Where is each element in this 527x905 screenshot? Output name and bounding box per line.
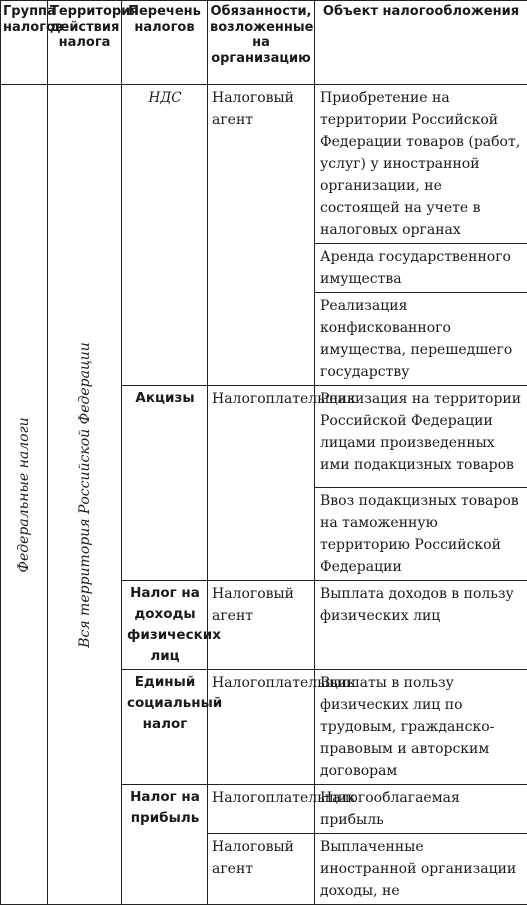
object-cell: Ввоз подакцизных товаров на таможенную территорию Российской Федерации	[315, 488, 527, 581]
tax-name-social: Единый социальный налог	[122, 670, 208, 785]
header-duties: Обязанности, возложенные на организацию	[208, 1, 315, 85]
duty-cell: Налогоплательщик	[208, 670, 315, 785]
table-row	[1, 85, 527, 244]
tax-name-income: Налог на доходы физических лиц	[122, 581, 208, 670]
duty-cell: Налоговый агент	[208, 581, 315, 670]
object-cell: Аренда государственного имущества	[315, 244, 527, 293]
object-cell: Приобретение на территории Российской Федерации товаров (работ, услуг) у иностранной организации, не состоящей на учете в налоговых органах	[315, 85, 527, 244]
tax-name-profit: Налог на прибыль	[122, 785, 208, 905]
object-cell: Реализация конфискованного имущества, перешедшего государству	[315, 293, 527, 386]
object-cell: Выплаченные иностранной организации доходы, не	[315, 834, 527, 905]
object-cell: Выплата доходов в пользу физических лиц	[315, 581, 527, 670]
object-cell: Выплаты в пользу физических лиц по трудовым, гражданско-правовым и авторским договорам	[315, 670, 527, 785]
duty-cell: Налогоплательщик	[208, 785, 315, 834]
duty-cell: Налоговый агент	[208, 834, 315, 905]
header-group: Группа налогов	[1, 1, 48, 85]
territory-label: Вся территория Российской Федерации	[77, 342, 93, 648]
object-cell: Налогооблагаемая прибыль	[315, 785, 527, 834]
tax-name-excise: Акцизы	[122, 386, 208, 581]
header-object: Объект налогообложения	[315, 1, 527, 85]
header-territory: Территория действия налога	[48, 1, 122, 85]
header-row	[1, 1, 527, 85]
header-tax-list: Перечень налогов	[122, 1, 208, 85]
duty-cell: Налогоплательщик	[208, 386, 315, 581]
duty-cell: Налоговый агент	[208, 85, 315, 386]
territory-cell	[48, 85, 122, 905]
group-cell	[1, 85, 48, 905]
group-label: Федеральные налоги	[16, 417, 32, 572]
tax-name-vat: НДС	[122, 85, 208, 386]
object-cell: Реализация на территории Российской Федерации лицами произведенных ими подакцизных товаров	[315, 386, 527, 488]
